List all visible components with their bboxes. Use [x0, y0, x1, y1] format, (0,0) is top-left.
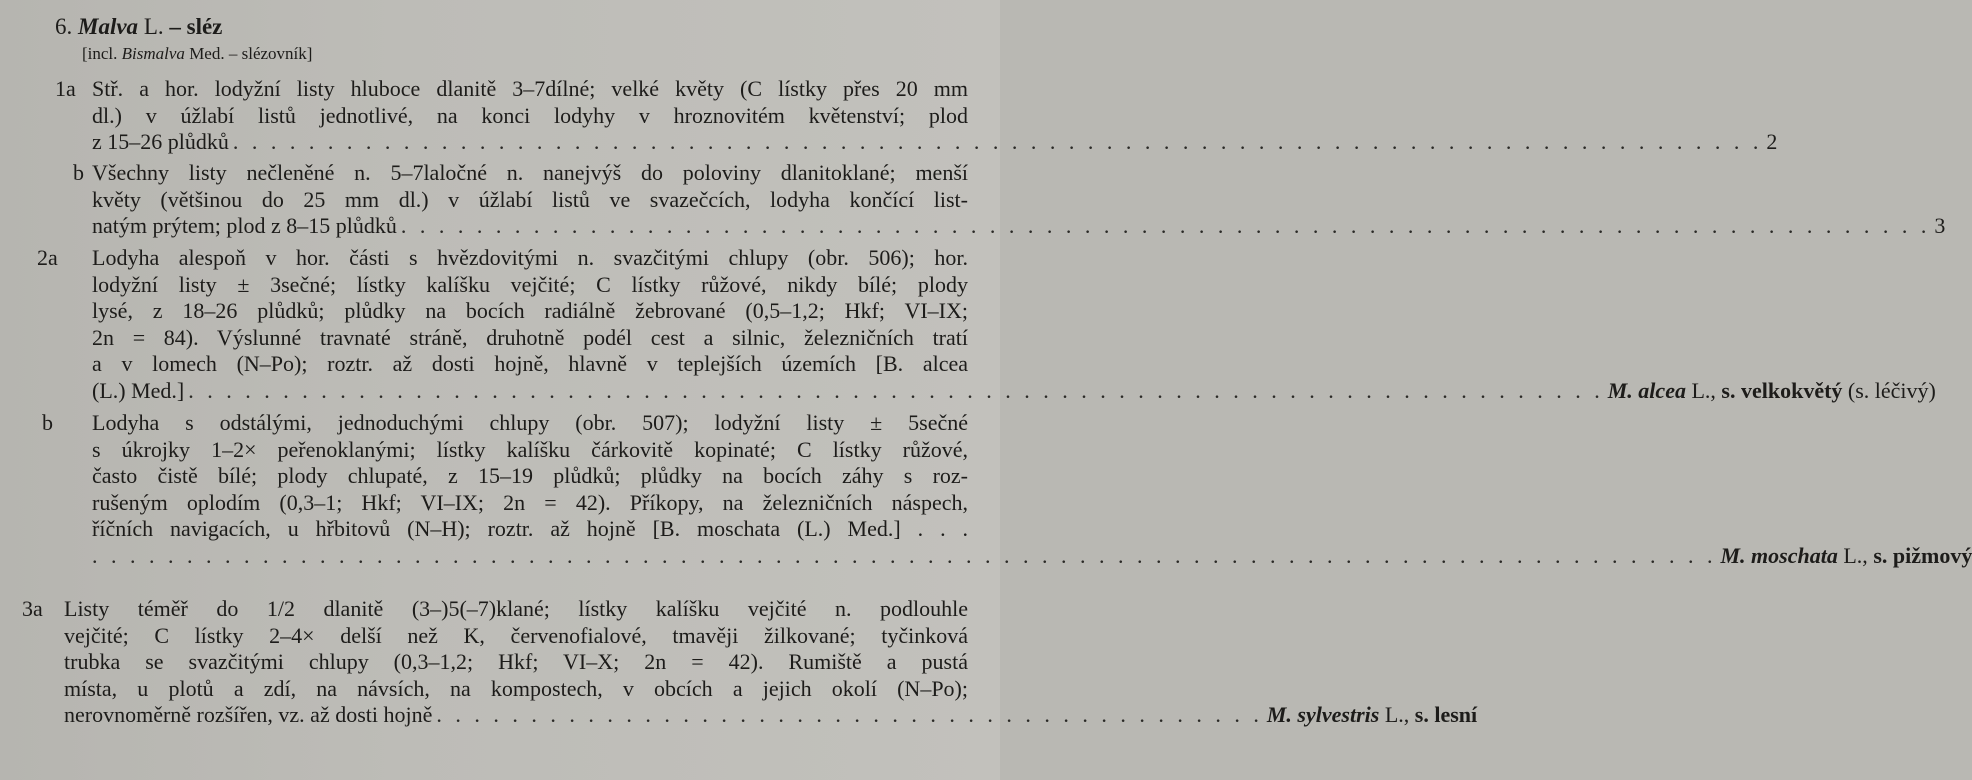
couplet-target: 2	[1766, 129, 1778, 154]
couplet-number: 2a	[37, 245, 58, 270]
leader-line: (L.) Med.] . . . . . . . . . . . . . . . . . . . . . . . . . . . . . . . . . . . . . . . . . . . . . . . . . . . . . . . . . . . . . . . . . . . . . . . . . . . M. alcea L., s. velkokvětý (s. léčivý)	[92, 377, 1936, 403]
couplet-text: Lodyha s odstálými, jednoduchými chlupy (obr. 507); lodyžní listy ± 5sečné s úkrojky 1–2× peřenoklanými; lístky kalíšku čárkovitě kopinaté; C lístky růžové, často čistě bílé; plody chlupaté, z 15–19 plůdků; plůdky na bocích záhy s roz- rušeným oplodím (0,3–1; Hkf; VI–IX; 2n = 42). Příkopy, na železničních náspech, říčních navigacích, u hřbitovů (N–H); roztr. až hojně [B. moschata (L.) Med.] . . . . . . . . . . . . . . . . . . . . . . . . . . . . . . . . . . . . . . . . . . . . . . . . . . . . . . . . . . . . . . . . . . . . . . . . . . . . . . . . . . . . . . . . . M. moschata L., s. pižmový	[92, 410, 1972, 568]
leader-line: z 15–26 plůdků . . . . . . . . . . . . . . . . . . . . . . . . . . . . . . . . . . . . . . . . . . . . . . . . . . . . . . . . . . . . . . . . . . . . . . . . . . . . . . . . . 2	[92, 129, 1778, 154]
couplet-number: 3a	[22, 596, 43, 621]
couplet-target: 3	[1934, 213, 1946, 238]
couplet-number: b	[73, 160, 84, 185]
leader-line: nerovnoměrně rozšířen, vz. až dosti hojně . . . . . . . . . . . . . . . . . . . . . . . . . . . . . . . . . . . . . . . . . . . . M. sylvestris L., s. lesní	[64, 702, 1478, 727]
species-name: M. moschata L., s. pižmový	[1720, 542, 1972, 568]
couplet-text: Lodyha alespoň v hor. části s hvězdovitými n. svazčitými chlupy (obr. 506); hor. lodyžní listy ± 3sečné; lístky kalíšku vejčité; C lístky růžové, nikdy bílé; plody lysé, z 18–26 plůdků; plůdky na bocích radiálně žebrované (0,5–1,2; Hkf; VI–IX; 2n = 84). Výslunné travnaté stráně, druhotně podél cest a silnic, železničních tratí a v lomech (N–Po); roztr. až dosti hojně, hlavně v teplejších územích [B. alcea (L.) Med.] . . . . . . . . . . . . . . . . . . . . . . . . . . . . . . . . . . . . . . . . . . . . . . . . . . . . . . . . . . . . . . . . . . . . . . . . . . . M. alcea L., s. velkokvětý (s. léčivý)	[92, 245, 1936, 403]
genus-number: 6.	[55, 14, 73, 39]
synonym-genus: Bismalva	[121, 44, 185, 63]
couplet-number: b	[42, 410, 53, 435]
couplet-text: Stř. a hor. lodyžní listy hluboce dlanitě 3–7dílné; velké květy (C lístky přes 20 mm dl.) v úžlabí listů jednotlivé, na konci lodyhy v hroznovitém květenství; plod z 15–26 plůdků . . . . . . . . . . . . . . . . . . . . . . . . . . . . . . . . . . . . . . . . . . . . . . . . . . . . . . . . . . . . . . . . . . . . . . . . . . . . . . . . . 2	[92, 76, 1778, 154]
genus-name: Malva	[78, 14, 139, 39]
genus-author: L.	[143, 14, 164, 39]
leader-line: natým prýtem; plod z 8–15 plůdků . . . . . . . . . . . . . . . . . . . . . . . . . . . . . . . . . . . . . . . . . . . . . . . . . . . . . . . . . . . . . . . . . . . . . . . . . . . . . . . . . 3	[92, 213, 1946, 238]
leader-line: . . . . . . . . . . . . . . . . . . . . . . . . . . . . . . . . . . . . . . . . . . . . . . . . . . . . . . . . . . . . . . . . . . . . . . . . . . . . . . . . . . . . . . M. moschata L., s. pižmový	[92, 542, 1972, 568]
species-name: M. alcea L., s. velkokvětý (s. léčivý)	[1607, 377, 1936, 403]
species-name: M. sylvestris L., s. lesní	[1266, 702, 1478, 727]
genus-synonym: [incl. Bismalva Med. – slézovník]	[82, 44, 313, 63]
couplet-number: 1a	[55, 76, 76, 101]
genus-czech-name: – sléz	[169, 14, 223, 39]
couplet-text: Listy téměř do 1/2 dlanitě (3–)5(–7)klané; lístky kalíšku vejčité n. podlouhle vejčité; C lístky 2–4× delší než K, červenofialové, tmavěji žilkované; tyčinková trubka se svazčitými chlupy (0,3–1,2; Hkf; VI–X; 2n = 42). Rumiště a pustá místa, u plotů a zdí, na návsích, na kompostech, v obcích a jejich okolí (N–Po); nerovnoměrně rozšířen, vz. až dosti hojně . . . . . . . . . . . . . . . . . . . . . . . . . . . . . . . . . . . . . . . . . . . . M. sylvestris L., s. lesní	[64, 596, 1478, 727]
couplet-text: Všechny listy nečleněné n. 5–7laločné n. nanejvýš do poloviny dlanitoklané; menší květy (většinou do 25 mm dl.) v úžlabí listů ve svazečcích, lodyha končící list- natým prýtem; plod z 8–15 plůdků . . . . . . . . . . . . . . . . . . . . . . . . . . . . . . . . . . . . . . . . . . . . . . . . . . . . . . . . . . . . . . . . . . . . . . . . . . . . . . . . . 3	[92, 160, 1946, 238]
genus-heading	[55, 14, 222, 40]
